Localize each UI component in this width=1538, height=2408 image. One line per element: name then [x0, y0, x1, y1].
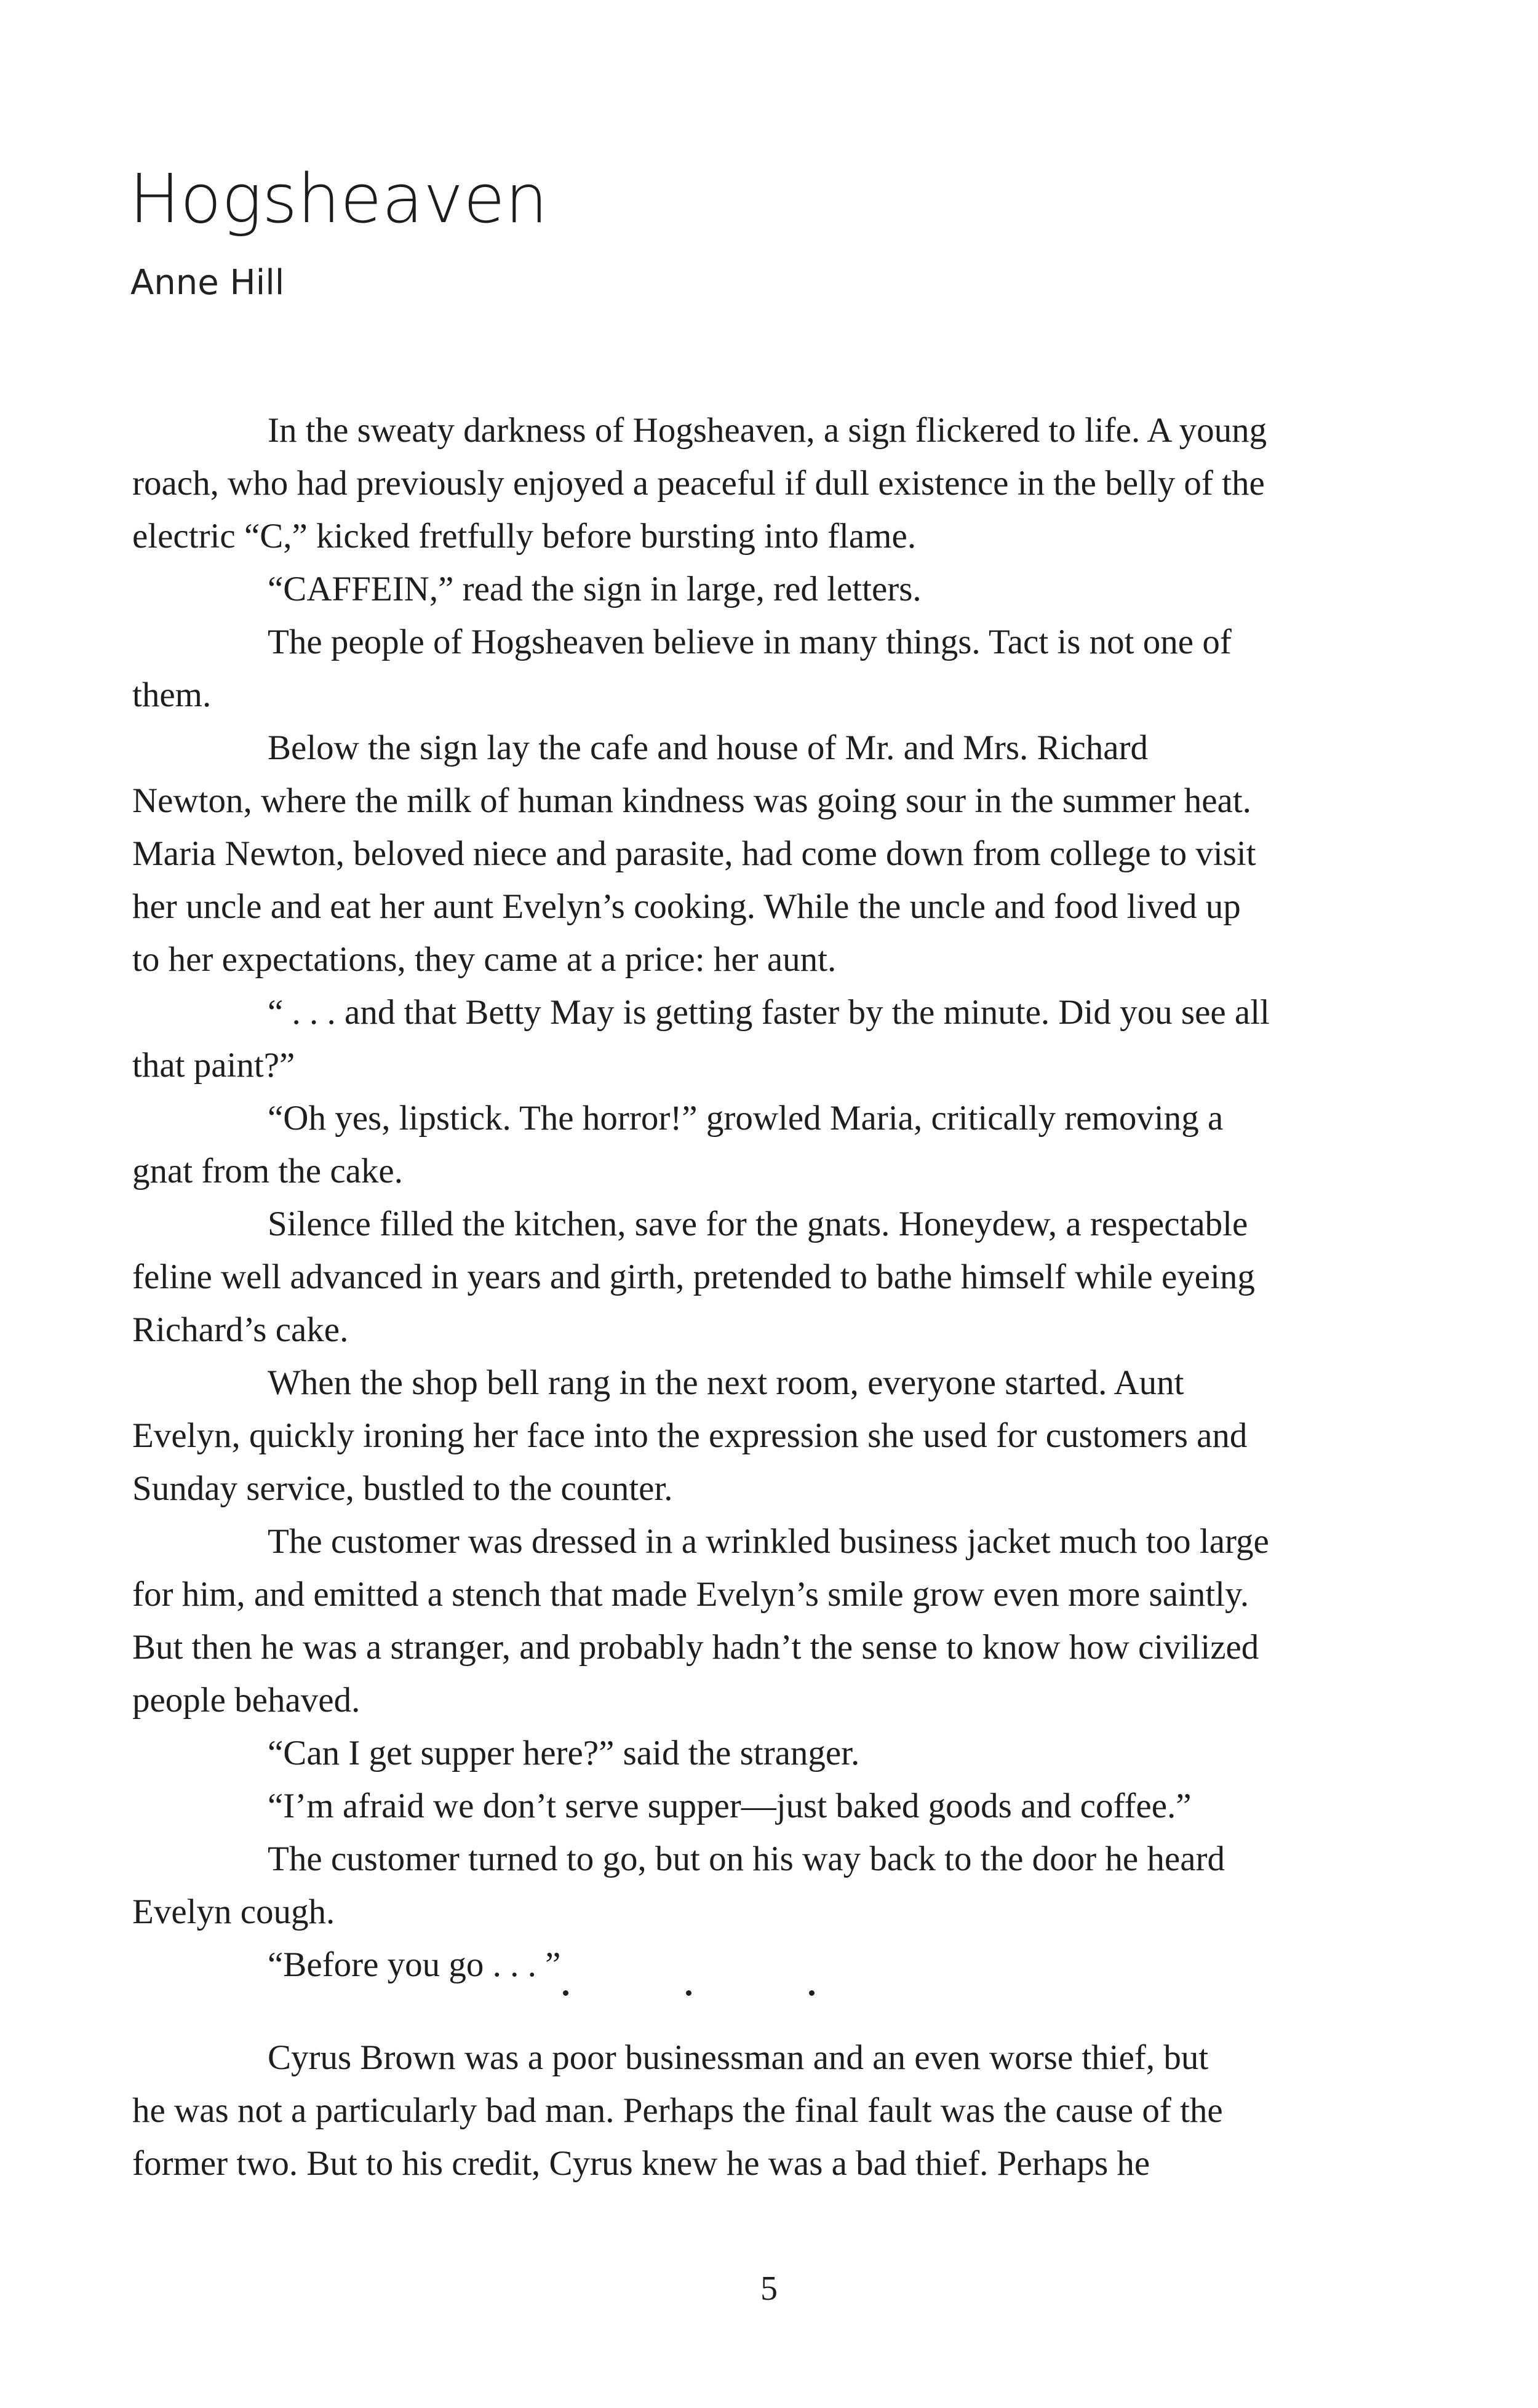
text-line: Silence filled the kitchen, save for the gnats. Honeydew, a respectable	[268, 1205, 1248, 1243]
text-line: “Before you go . . . ”	[268, 1945, 561, 1984]
text-line: Evelyn cough.	[132, 1892, 335, 1931]
text-line: gnat from the cake.	[132, 1152, 403, 1190]
text-line: people behaved.	[132, 1681, 361, 1720]
text-line: The customer turned to go, but on his way back to the door he heard	[268, 1840, 1225, 1878]
text-line: “Oh yes, lipstick. The horror!” growled Maria, critically removing a	[268, 1099, 1224, 1138]
text-line: “CAFFEIN,” read the sign in large, red letters.	[268, 570, 922, 608]
text-line: former two. But to his credit, Cyrus knew he was a bad thief. Perhaps he	[132, 2144, 1150, 2183]
text-line: The people of Hogsheaven believe in many things. Tact is not one of	[268, 623, 1232, 661]
text-line: feline well advanced in years and girth, pretended to bathe himself while eyeing	[132, 1258, 1255, 1296]
page-number: 5	[760, 2270, 778, 2308]
text-line: Maria Newton, beloved niece and parasite, had come down from college to visit	[132, 834, 1256, 873]
text-line: Below the sign lay the cafe and house of Mr. and Mrs. Richard	[268, 728, 1148, 767]
section-break-dot	[809, 1990, 815, 1996]
text-line: Evelyn, quickly ironing her face into the expression she used for customers and	[132, 1416, 1248, 1455]
text-line: Cyrus Brown was a poor businessman and an even worse thief, but	[268, 2038, 1209, 2077]
text-line: for him, and emitted a stench that made Evelyn’s smile grow even more saintly.	[132, 1575, 1249, 1614]
text-line: electric “C,” kicked fretfully before bursting into flame.	[132, 517, 917, 556]
text-line: In the sweaty darkness of Hogsheaven, a sign flickered to life. A young	[268, 411, 1267, 450]
text-line: Sunday service, bustled to the counter.	[132, 1469, 673, 1508]
text-line: But then he was a stranger, and probably hadn’t the sense to know how civilized	[132, 1628, 1259, 1667]
text-line: he was not a particularly bad man. Perhaps the final fault was the cause of the	[132, 2091, 1223, 2130]
text-line: The customer was dressed in a wrinkled business jacket much too large	[268, 1522, 1269, 1561]
section-break	[563, 1990, 846, 2003]
section-break-dot	[686, 1990, 691, 1996]
section-break-dot	[563, 1990, 568, 1996]
story-title: Hogsheaven	[129, 159, 548, 238]
text-line: her uncle and eat her aunt Evelyn’s cooking. While the uncle and food lived up	[132, 887, 1241, 926]
text-line: to her expectations, they came at a price: her aunt.	[132, 940, 837, 979]
story-author: Anne Hill	[130, 263, 285, 303]
text-line: “I’m afraid we don’t serve supper—just baked goods and coffee.”	[268, 1787, 1192, 1825]
text-line: Newton, where the milk of human kindness was going sour in the summer heat.	[132, 781, 1251, 820]
text-line: “ . . . and that Betty May is getting faster by the minute. Did you see all	[268, 993, 1270, 1032]
text-line: that paint?”	[132, 1046, 295, 1085]
text-line: Richard’s cake.	[132, 1310, 349, 1349]
text-line: them.	[132, 676, 212, 714]
text-line: “Can I get supper here?” said the stranger.	[268, 1734, 860, 1772]
text-line: roach, who had previously enjoyed a peaceful if dull existence in the belly of the	[132, 464, 1265, 503]
text-line: When the shop bell rang in the next room, everyone started. Aunt	[268, 1363, 1184, 1402]
